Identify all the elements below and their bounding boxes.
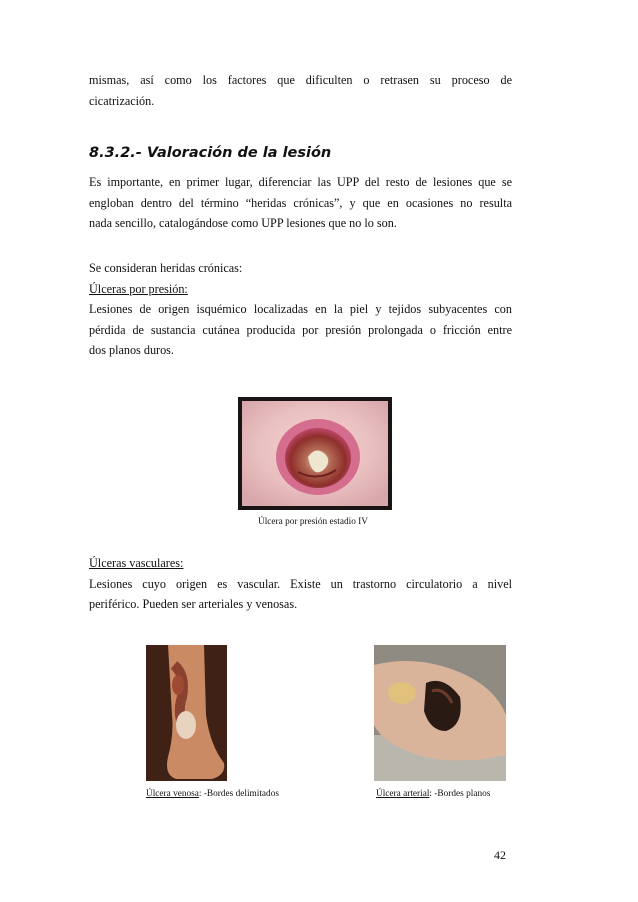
pressure-ulcer-title: Úlceras por presión: bbox=[89, 281, 188, 296]
venous-caption-label: Úlcera venosa bbox=[146, 789, 199, 799]
venous-ulcer-image bbox=[146, 645, 227, 781]
pressure-line-2: pérdida de sustancia cutánea producida por presión prolongada o fricción entre bbox=[89, 322, 512, 337]
pressure-ulcer-image bbox=[238, 397, 392, 510]
p1-line-3: nada sencillo, catalogándose como UPP lesiones que no lo son. bbox=[89, 216, 397, 230]
intro-line-1: mismas, así como los factores que dificulten o retrasen su proceso de bbox=[89, 73, 512, 87]
intro-paragraph bbox=[89, 70, 512, 111]
page-number: 42 bbox=[494, 848, 506, 862]
p2-line: Se consideran heridas crónicas: bbox=[89, 261, 243, 275]
venous-ulcer-caption bbox=[146, 789, 279, 799]
section-heading: 8.3.2.- Valoración de la lesión bbox=[89, 145, 332, 161]
vascular-line-1: Lesiones cuyo origen es vascular. Existe un trastorno circulatorio a nivel bbox=[89, 576, 512, 591]
pressure-line-1: Lesiones de origen isquémico localizadas en la piel y tejidos subyacentes con bbox=[89, 302, 512, 316]
intro-line-2: cicatrización. bbox=[89, 93, 155, 108]
arterial-ulcer-photo bbox=[374, 645, 506, 781]
vascular-line-2: periférico. Pueden ser arteriales y venosas. bbox=[89, 597, 298, 611]
paragraph-diferenciar bbox=[89, 172, 512, 234]
paragraph-heridas-cronicas bbox=[89, 258, 512, 361]
p1-line-1: Es importante, en primer lugar, diferenciar las UPP del resto de lesiones que se bbox=[89, 175, 512, 189]
venous-ulcer-photo bbox=[146, 645, 227, 781]
pressure-ulcer-photo bbox=[238, 397, 392, 510]
pressure-ulcer-caption: Úlcera por presión estadio IV bbox=[258, 517, 368, 527]
vascular-ulcer-title: Úlceras vasculares: bbox=[89, 556, 184, 570]
p1-line-2: engloban dentro del término “heridas crónicas”, y que en ocasiones no resulta bbox=[89, 195, 512, 210]
arterial-ulcer-image bbox=[374, 645, 506, 781]
paragraph-vasculares bbox=[89, 553, 512, 615]
arterial-caption-label: Úlcera arterial bbox=[376, 789, 430, 799]
arterial-caption-text: : -Bordes planos bbox=[429, 789, 491, 799]
pressure-line-3: dos planos duros. bbox=[89, 343, 174, 357]
venous-caption-text: : -Bordes delimitados bbox=[198, 789, 279, 799]
arterial-ulcer-caption bbox=[376, 789, 490, 799]
